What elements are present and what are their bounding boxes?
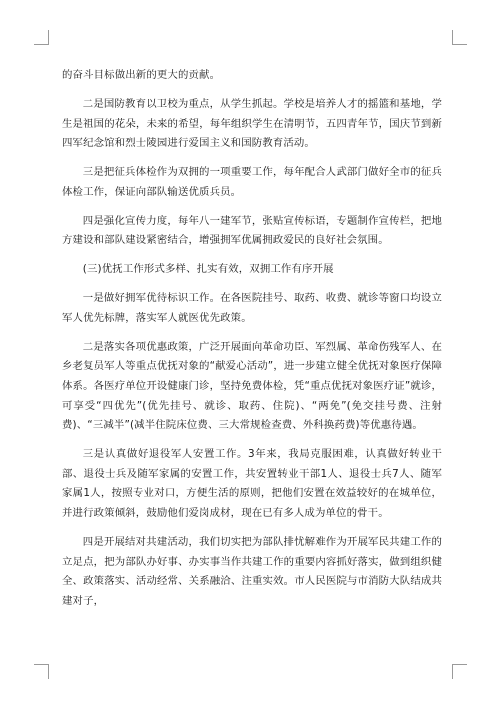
paragraph-national-defense-education: 二是国防教育以卫校为重点，从学生抓起。学校是培养人才的摇篮和基地，学生是祖国的花朵，未来的希望，每年组织学生在清明节，五四青年节，国庆节到新四军纪念馆和烈士陵园进行爱国主义和国防教育活动。 <box>62 97 442 150</box>
paragraph-conscription-exam: 三是把征兵体检作为双拥的一项重要工作，每年配合人武部门做好全市的征兵体检工作，保证向部队输送优质兵员。 <box>62 166 442 198</box>
document-body <box>62 66 442 621</box>
crop-mark-bottom-right <box>452 664 467 679</box>
paragraph-pairing-activities: 四是开展结对共建活动，我们切实把为部队排忧解难作为开展军民共建工作的立足点，把为部队办好事、办实事当作共建工作的重要内容抓好落实，做到组织健全、政策落实、活动经常、关系融洽、注重实效。市人民医院与市消防大队结成共建对子， <box>62 536 442 607</box>
crop-mark-bottom-left <box>34 664 49 679</box>
paragraph-publicity: 四是强化宣传力度，每年八一建军节，张贴宣传标语，专题制作宣传栏，把地方建设和部队建设紧密结合，增强拥军优属拥政爱民的良好社会氛围。 <box>62 214 442 247</box>
crop-mark-top-right <box>452 30 467 45</box>
section-heading: (三)优抚工作形式多样、扎实有效，双拥工作有序开展 <box>82 263 334 276</box>
paragraph-continuation: 的奋斗目标做出新的更大的贡献。 <box>62 69 221 81</box>
crop-mark-top-left <box>34 30 49 45</box>
paragraph-veteran-placement: 三是认真做好退役军人安置工作。3年来，我局克服困难，认真做好转业干部、退役士兵及随军家属的安置工作，共安置转业干部1人、退役士兵7人、随军家属1人，按照专业对口，方便生活的原则，把他们安置在效益较好的在城单位，并进行政策倾斜，鼓励他们爱岗成材，现在已有多人成为单位的骨干。 <box>62 448 442 520</box>
paragraph-preferential-policies: 二是落实各项优惠政策，广泛开展面向革命功臣、军烈属、革命伤残军人、在乡老复员军人等重点优抚对象的“献爱心活动”，进一步建立健全优抚对象医疗保障体系。各医疗单位开设健康门诊，坚持免费体检，凭“重点优抚对象医疗证”就诊，可享受“四优先”(优先挂号、就诊、取药、住院)、“两免”(免交挂号费、注射费)、“三减半”(减半住院床位费、三大常规检查费、外科换药费)等优惠待遇。 <box>62 340 442 432</box>
paragraph-priority-signs: 一是做好拥军优待标识工作。在各医院挂号、取药、收费、就诊等窗口均设立军人优先标牌，落实军人就医优先政策。 <box>62 292 442 324</box>
